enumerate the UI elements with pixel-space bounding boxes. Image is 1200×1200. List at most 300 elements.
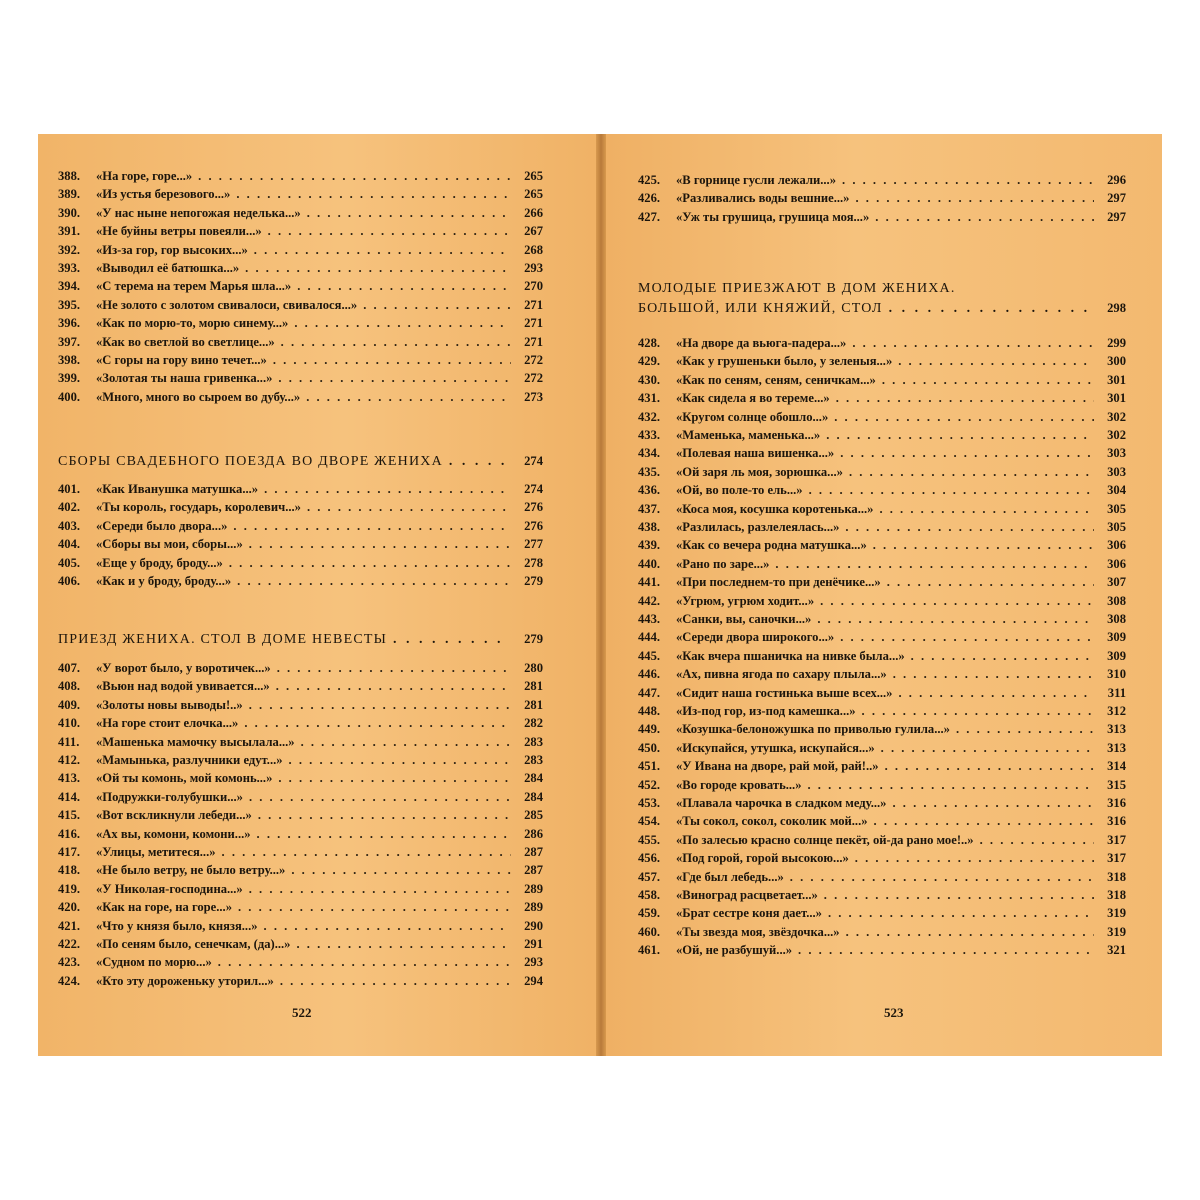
entry-title: «Как со вечера родна матушка...» — [676, 538, 867, 553]
entry-number: 419. — [58, 881, 81, 896]
entry-page-number: 279 — [524, 574, 543, 588]
entry-page-number: 286 — [524, 826, 543, 841]
entry-page-number: 304 — [1107, 483, 1126, 498]
entry-title: «Не было ветру, не было ветру...» — [96, 863, 286, 878]
entry-title: «Ой, во поле-то ель...» — [676, 483, 803, 498]
entry-number: 440. — [638, 556, 661, 571]
entry-title: «Как по морю-то, морю синему...» — [96, 316, 289, 331]
dot-leader — [236, 185, 511, 203]
toc-entry — [58, 880, 543, 898]
entry-page-number: 297 — [1107, 209, 1126, 224]
entry-title: «Брат сестре коня дает...» — [676, 906, 822, 921]
section-page-number: 274 — [524, 454, 543, 468]
entry-number: 442. — [638, 593, 661, 608]
entry-title: «Ты король, государь, королевич...» — [96, 500, 301, 515]
entry-number: 455. — [638, 832, 661, 847]
dot-leader — [291, 861, 511, 879]
dot-leader — [198, 167, 511, 185]
entry-title: «Искупайся, утушка, искупайся...» — [676, 740, 875, 755]
entry-number: 402. — [58, 500, 81, 515]
dot-leader — [264, 480, 511, 498]
entry-number: 398. — [58, 353, 81, 367]
entry-number: 443. — [638, 612, 661, 626]
entry-title: «Полевая наша вишенка...» — [676, 446, 835, 461]
dot-leader — [268, 222, 511, 240]
toc-entry — [58, 498, 543, 516]
entry-title: «Выводил её батюшка...» — [96, 261, 240, 275]
entry-title: «Сборы вы мои, сборы...» — [96, 537, 243, 552]
entry-page-number: 273 — [524, 389, 543, 404]
toc-entry — [58, 788, 543, 806]
toc-entry — [638, 426, 1126, 444]
entry-title: «Угрюм, угрюм ходит...» — [676, 593, 815, 608]
dot-leader — [820, 592, 1094, 610]
dot-leader — [296, 935, 511, 953]
dot-leader — [278, 769, 511, 787]
entry-title: «Не буйны ветры повеяли...» — [96, 224, 262, 239]
dot-leader — [233, 517, 511, 535]
toc-entry — [638, 189, 1126, 207]
toc-entry — [638, 702, 1126, 720]
dot-leader — [881, 739, 1094, 757]
toc-entry — [638, 849, 1126, 867]
entry-page-number: 300 — [1107, 354, 1126, 369]
toc-entry — [638, 555, 1126, 573]
toc-entry — [58, 204, 543, 222]
entry-page-number: 276 — [524, 518, 543, 533]
entry-page-number: 302 — [1107, 428, 1126, 442]
toc-entry — [58, 185, 543, 203]
toc-entry — [58, 259, 543, 277]
entry-title: «Как по сеням, сеням, сеничкам...» — [676, 372, 876, 387]
entry-number: 396. — [58, 316, 81, 331]
dot-leader — [258, 806, 511, 824]
entry-number: 405. — [58, 555, 81, 570]
toc-entry — [58, 222, 543, 240]
entry-number: 448. — [638, 704, 661, 718]
entry-page-number: 316 — [1107, 814, 1126, 829]
entry-page-number: 271 — [524, 316, 543, 331]
toc-entry — [58, 167, 543, 185]
toc-entry — [638, 904, 1126, 922]
dot-leader — [826, 426, 1094, 444]
dot-leader — [873, 536, 1094, 554]
entry-number: 445. — [638, 648, 661, 663]
entry-title: «Как на горе, на горе...» — [96, 900, 232, 915]
toc-entry — [638, 628, 1126, 646]
entry-number: 406. — [58, 574, 81, 588]
entry-number: 433. — [638, 428, 661, 442]
toc-entry — [58, 241, 543, 259]
toc-entry — [58, 677, 543, 695]
entry-page-number: 318 — [1107, 869, 1126, 884]
entry-title: «Судном по морю...» — [96, 955, 212, 970]
section-heading-big-table — [638, 298, 1126, 319]
entry-title: «С терема на терем Марья шла...» — [96, 279, 292, 294]
dot-leader — [911, 647, 1094, 665]
toc-entry — [58, 843, 543, 861]
entry-number: 394. — [58, 279, 81, 294]
entry-page-number: 317 — [1107, 832, 1126, 847]
entry-page-number: 297 — [1107, 191, 1126, 206]
entry-number: 446. — [638, 667, 661, 682]
toc-entry — [58, 659, 543, 677]
entry-number: 391. — [58, 224, 81, 239]
dot-leader — [879, 500, 1094, 518]
entry-number: 437. — [638, 501, 661, 516]
toc-entry — [58, 861, 543, 879]
entry-page-number: 305 — [1107, 520, 1126, 534]
entry-title: «Кругом солнце обошло...» — [676, 409, 829, 424]
entry-title: «Под горой, горой высокою...» — [676, 851, 849, 866]
entry-title: «С горы на гору вино течет...» — [96, 353, 267, 367]
entry-number: 424. — [58, 973, 81, 988]
book-gutter — [596, 134, 606, 1056]
toc-entry — [638, 812, 1126, 830]
toc-entry — [58, 480, 543, 498]
dot-leader — [257, 825, 511, 843]
entry-title: «Разлилась, разлелеялась...» — [676, 520, 840, 534]
toc-entry — [58, 296, 543, 314]
entry-page-number: 311 — [1107, 685, 1126, 700]
dot-leader — [280, 972, 511, 990]
entry-number: 432. — [638, 409, 661, 424]
entry-title: «Много, много во сыроем во дубу...» — [96, 389, 301, 404]
entry-page-number: 316 — [1107, 796, 1126, 810]
entry-page-number: 302 — [1107, 409, 1126, 424]
entry-title: «Плавала чарочка в сладком меду...» — [676, 796, 887, 810]
entry-number: 449. — [638, 722, 661, 737]
dot-leader — [855, 189, 1094, 207]
dot-leader — [849, 463, 1094, 481]
entry-number: 426. — [638, 191, 661, 206]
entry-title: «Середи двора широкого...» — [676, 630, 835, 645]
entry-number: 403. — [58, 518, 81, 533]
toc-entry — [638, 371, 1126, 389]
section-title: ПРИЕЗД ЖЕНИХА. СТОЛ В ДОМЕ НЕВЕСТЫ — [58, 632, 388, 647]
entry-number: 392. — [58, 242, 81, 257]
entry-number: 408. — [58, 679, 81, 694]
dot-leader — [775, 555, 1094, 573]
entry-number: 425. — [638, 173, 661, 187]
entry-number: 411. — [58, 734, 80, 749]
entry-number: 429. — [638, 354, 661, 369]
dot-leader — [852, 334, 1094, 352]
dot-leader — [898, 684, 1094, 702]
toc-entry — [58, 714, 543, 732]
entry-page-number: 321 — [1107, 943, 1126, 958]
dot-leader — [855, 849, 1094, 867]
entry-title: «Ты звезда моя, звёздочка...» — [676, 924, 840, 939]
dot-leader — [893, 665, 1094, 683]
dot-leader — [277, 659, 511, 677]
toc-entry — [638, 171, 1126, 189]
entry-number: 399. — [58, 371, 81, 386]
entry-page-number: 271 — [524, 297, 543, 312]
dot-leader — [229, 554, 511, 572]
entry-title: «В горнице гусли лежали...» — [676, 173, 837, 187]
section-page-number: 298 — [1107, 301, 1126, 315]
entry-number: 390. — [58, 205, 81, 220]
entry-title: «Что у князя было, князя...» — [96, 918, 258, 933]
entry-page-number: 278 — [524, 555, 543, 570]
entry-page-number: 306 — [1107, 556, 1126, 571]
dot-leader — [840, 628, 1094, 646]
entry-title: «Из-за гор, гор высоких...» — [96, 242, 248, 257]
toc-entry — [638, 463, 1126, 481]
dot-leader — [845, 518, 1094, 536]
entry-number: 450. — [638, 740, 661, 755]
toc-entry — [58, 751, 543, 769]
entry-number: 457. — [638, 869, 661, 884]
toc-entry — [58, 535, 543, 553]
entry-page-number: 299 — [1107, 336, 1126, 350]
toc-entry — [638, 573, 1126, 591]
toc-entry — [638, 923, 1126, 941]
toc-entry — [58, 898, 543, 916]
right-page — [606, 134, 1162, 1056]
entry-page-number: 266 — [524, 205, 543, 220]
toc-entry — [638, 481, 1126, 499]
entry-title: «Машенька мамочку высылала...» — [96, 734, 295, 749]
entry-number: 444. — [638, 630, 661, 645]
dot-leader — [892, 794, 1094, 812]
dot-leader — [306, 388, 511, 406]
entry-page-number: 287 — [524, 845, 543, 859]
entry-page-number: 317 — [1107, 851, 1126, 866]
entry-title: «Как у грушеньки было, у зеленыя...» — [676, 354, 893, 369]
entry-number: 435. — [638, 464, 661, 479]
dot-leader — [898, 352, 1094, 370]
entry-page-number: 319 — [1107, 924, 1126, 939]
entry-page-number: 284 — [524, 789, 543, 804]
entry-title: «Ой заря ль моя, зорюшка...» — [676, 464, 843, 479]
entry-page-number: 306 — [1107, 538, 1126, 553]
dot-leader — [301, 733, 511, 751]
entry-title: «На горе, горе...» — [96, 169, 193, 183]
entry-page-number: 308 — [1107, 612, 1126, 626]
entry-title: «Ах, пивна ягода по сахару плыла...» — [676, 667, 887, 682]
section-title: СБОРЫ СВАДЕБНОГО ПОЕЗДА ВО ДВОРЕ ЖЕНИХА — [58, 454, 443, 469]
entry-page-number: 319 — [1107, 906, 1126, 921]
entry-title: «Во городе кровать...» — [676, 777, 802, 792]
toc-entry — [58, 517, 543, 535]
dot-leader — [264, 917, 511, 935]
entry-page-number: 296 — [1107, 173, 1126, 187]
entry-title: «Улицы, метитеся...» — [96, 845, 216, 859]
dot-leader — [887, 573, 1094, 591]
toc-entry — [58, 825, 543, 843]
entry-number: 454. — [638, 814, 661, 829]
entry-title: «Мамынька, разлучники едут...» — [96, 753, 283, 767]
entry-title: «Из устья березового...» — [96, 187, 231, 202]
dot-leader — [798, 941, 1094, 959]
entry-number: 447. — [638, 685, 661, 700]
toc-entry — [638, 389, 1126, 407]
dot-leader — [449, 452, 507, 472]
dot-leader — [244, 714, 511, 732]
entry-number: 456. — [638, 851, 661, 866]
entry-number: 401. — [58, 482, 81, 496]
left-page — [38, 134, 596, 1056]
entry-number: 423. — [58, 955, 81, 970]
toc-entry — [638, 610, 1126, 628]
dot-leader — [249, 535, 511, 553]
dot-leader — [297, 277, 511, 295]
entry-number: 397. — [58, 334, 81, 349]
entry-page-number: 265 — [524, 187, 543, 202]
entry-number: 434. — [638, 446, 661, 461]
entry-title: «Маменька, маменька...» — [676, 428, 821, 442]
entry-page-number: 309 — [1107, 648, 1126, 663]
toc-entry — [638, 334, 1126, 352]
dot-leader — [862, 702, 1094, 720]
dot-leader — [254, 241, 511, 259]
entry-page-number: 303 — [1107, 446, 1126, 461]
entry-number: 416. — [58, 826, 81, 841]
dot-leader — [237, 572, 511, 590]
entry-number: 452. — [638, 777, 661, 792]
entry-number: 461. — [638, 943, 661, 958]
toc-entry — [58, 935, 543, 953]
entry-number: 439. — [638, 538, 661, 553]
entry-number: 453. — [638, 796, 661, 810]
entry-number: 422. — [58, 937, 81, 951]
entry-page-number: 314 — [1107, 759, 1126, 774]
entry-page-number: 270 — [524, 279, 543, 294]
toc-entry — [638, 665, 1126, 683]
entry-number: 458. — [638, 888, 661, 902]
entry-title: «Уж ты грушица, грушица моя...» — [676, 209, 870, 224]
entry-page-number: 268 — [524, 242, 543, 257]
entry-page-number: 313 — [1107, 740, 1126, 755]
entry-page-number: 301 — [1107, 391, 1126, 406]
toc-entry — [58, 953, 543, 971]
toc-entry — [638, 647, 1126, 665]
entry-page-number: 287 — [524, 863, 543, 878]
dot-leader — [817, 610, 1094, 628]
entry-title: «Середи было двора...» — [96, 518, 228, 533]
entry-page-number: 307 — [1107, 575, 1126, 590]
entry-number: 430. — [638, 372, 661, 387]
entry-title: «Вьюн над водой увивается...» — [96, 679, 270, 694]
entry-title: «Золоты новы выводы!..» — [96, 697, 243, 712]
dot-leader — [885, 757, 1094, 775]
entry-page-number: 282 — [524, 716, 543, 731]
entry-number: 420. — [58, 900, 81, 915]
entry-title: «Подружки-голубушки...» — [96, 789, 243, 804]
entry-page-number: 291 — [524, 937, 543, 951]
toc-entry — [58, 917, 543, 935]
entry-page-number: 315 — [1107, 777, 1126, 792]
entry-title: «По залесью красно солнце пекёт, ой-да рано мое!..» — [676, 832, 974, 847]
toc-entry — [58, 388, 543, 406]
dot-leader — [249, 788, 511, 806]
entry-page-number: 283 — [524, 734, 543, 749]
entry-title: «Кто эту дороженьку уторил...» — [96, 973, 274, 988]
dot-leader — [828, 904, 1094, 922]
toc-entry — [638, 776, 1126, 794]
toc-entry — [638, 352, 1126, 370]
toc-entry — [638, 831, 1126, 849]
entry-page-number: 312 — [1107, 704, 1126, 718]
entry-number: 395. — [58, 297, 81, 312]
entry-title: «Виноград расцветает...» — [676, 888, 818, 902]
dot-leader — [245, 259, 511, 277]
entry-title: «Ой, не разбушуй...» — [676, 943, 793, 958]
toc-entry — [638, 536, 1126, 554]
entry-page-number: 289 — [524, 900, 543, 915]
right-page-number: 523 — [884, 1005, 904, 1020]
left-page-number: 522 — [292, 1005, 312, 1020]
entry-number: 393. — [58, 261, 81, 275]
entry-page-number: 285 — [524, 808, 543, 823]
section-heading-line1: МОЛОДЫЕ ПРИЕЗЖАЮТ В ДОМ ЖЕНИХА. — [638, 281, 956, 296]
section-page-number: 279 — [524, 632, 543, 646]
entry-title: «Как Иванушка матушка...» — [96, 482, 259, 496]
entry-title: «Рано по заре...» — [676, 556, 770, 571]
dot-leader — [836, 389, 1094, 407]
entry-page-number: 318 — [1107, 888, 1126, 902]
entry-title: «Еще у броду, броду...» — [96, 555, 223, 570]
entry-number: 389. — [58, 187, 81, 202]
dot-leader — [281, 333, 511, 351]
entry-number: 418. — [58, 863, 81, 878]
entry-title: «Ты сокол, сокол, соколик мой...» — [676, 814, 868, 829]
entry-title: «Не золото с золотом свивалоси, свивалося...» — [96, 297, 358, 312]
entry-number: 451. — [638, 759, 661, 774]
entry-page-number: 289 — [524, 881, 543, 896]
entry-page-number: 271 — [524, 334, 543, 349]
entry-title: «Как и у броду, броду...» — [96, 574, 232, 588]
dot-leader — [393, 630, 507, 650]
entry-title: «Как сидела я во тереме...» — [676, 391, 830, 406]
entry-number: 441. — [638, 575, 661, 590]
dot-leader — [222, 843, 511, 861]
entry-page-number: 310 — [1107, 667, 1126, 682]
toc-entry — [58, 696, 543, 714]
toc-entry — [638, 592, 1126, 610]
entry-title: «У нас ныне непогожая неделька...» — [96, 205, 301, 220]
toc-entry — [638, 757, 1126, 775]
toc-entry — [638, 720, 1126, 738]
entry-title: «Вот вскликнули лебеди...» — [96, 808, 252, 823]
dot-leader — [307, 204, 511, 222]
dot-leader — [307, 498, 511, 516]
toc-entry — [638, 684, 1126, 702]
section-title: БОЛЬШОЙ, ИЛИ КНЯЖИЙ, СТОЛ — [638, 301, 883, 316]
dot-leader — [363, 296, 511, 314]
entry-page-number: 283 — [524, 753, 543, 767]
dot-leader — [238, 898, 511, 916]
entry-number: 388. — [58, 169, 81, 183]
toc-entry — [58, 733, 543, 751]
toc-entry — [58, 369, 543, 387]
entry-number: 431. — [638, 391, 661, 406]
entry-title: «По сеням было, сенечкам, (да)...» — [96, 937, 291, 951]
entry-page-number: 305 — [1107, 501, 1126, 516]
toc-entry — [638, 739, 1126, 757]
toc-entry — [638, 941, 1126, 959]
toc-entry — [58, 554, 543, 572]
entry-page-number: 281 — [524, 679, 543, 694]
entry-title: «Ах вы, комони, комони...» — [96, 826, 251, 841]
entry-page-number: 294 — [524, 973, 543, 988]
entry-number: 436. — [638, 483, 661, 498]
entry-number: 400. — [58, 389, 81, 404]
entry-number: 414. — [58, 789, 81, 804]
section-heading-groom-arrival — [58, 629, 543, 650]
